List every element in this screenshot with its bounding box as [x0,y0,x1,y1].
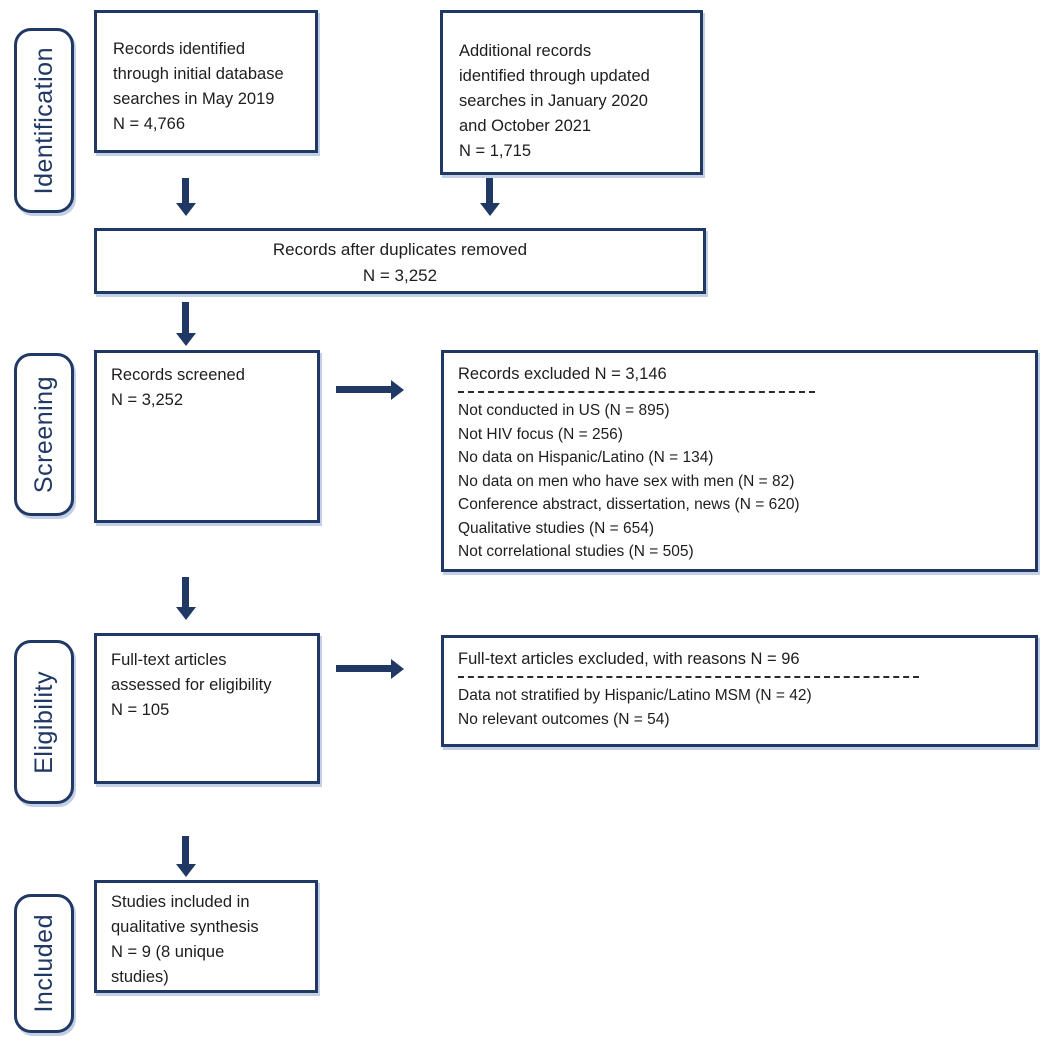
text-line: No data on Hispanic/Latino (N = 134) [458,449,714,466]
stage-label-included [14,894,74,1033]
arrow-shaft [336,386,391,393]
down-arrow-icon [175,577,196,620]
box-records-identified [94,10,318,153]
stage-label-eligibility [14,640,74,804]
down-arrow-icon [479,178,500,216]
text-line: qualitative synthesis [111,918,259,936]
text-line: Not correlational studies (N = 505) [458,543,694,560]
records-excluded-title: Records excluded N = 3,146 [458,365,667,383]
text-line: Additional records [459,42,592,60]
down-arrow-icon [175,302,196,346]
text-line: assessed for eligibility [111,676,272,694]
right-arrow-icon [336,658,404,679]
text-line: N = 105 [111,701,170,719]
stage-label-screening [14,353,74,516]
text-line: searches in January 2020 [459,92,648,110]
text-line: studies) [111,968,169,986]
text-line: N = 4,766 [113,115,186,133]
text-line: No data on men who have sex with men (N = 82) [458,472,795,490]
text-line: N = 3,252 [111,391,184,409]
box-records-excluded [441,350,1038,572]
arrow-head [176,333,196,346]
text-line: searches in May 2019 [113,90,275,108]
text-line: No relevant outcomes (N = 54) [458,710,670,728]
text-line: Records after duplicates removed [272,240,528,259]
arrow-head [176,607,196,620]
text-line: Records screened [111,366,245,384]
arrow-shaft [182,178,189,203]
arrow-shaft [486,178,493,203]
down-arrow-icon [175,836,196,877]
text-line: and October 2021 [459,117,592,135]
dashed-divider [458,391,815,393]
stage-label-text: Included [29,914,58,1013]
text-line: Data not stratified by Hispanic/Latino MSM (N = 42) [458,687,812,704]
box-records-screened [94,350,320,523]
stage-label-identification [14,28,74,213]
down-arrow-icon [175,178,196,216]
stage-label-text: Screening [29,375,58,494]
text-line: Full-text articles [111,651,227,669]
box-additional-records [440,10,703,175]
arrow-head [480,203,500,216]
arrow-shaft [182,577,189,607]
arrow-shaft [182,836,189,864]
text-line: Records identified [113,40,246,58]
box-fulltext-assessed [94,633,320,784]
arrow-head [391,659,404,679]
arrow-shaft [182,302,189,333]
text-line: N = 9 (8 unique [111,943,225,961]
text-line: through initial database [113,65,284,83]
text-line: N = 1,715 [459,142,532,160]
text-line: N = 3,252 [362,266,438,285]
text-line: Studies included in [111,893,250,911]
dashed-divider [458,676,919,678]
box-studies-included [94,880,318,993]
stage-label-text: Identification [29,46,58,195]
box-fulltext-excluded [441,635,1038,747]
text-line: Qualitative studies (N = 654) [458,519,654,537]
stage-label-text: Eligibility [29,670,58,774]
box-duplicates-removed [94,228,706,294]
arrow-head [176,203,196,216]
text-line: Not conducted in US (N = 895) [458,402,670,419]
arrow-head [391,380,404,400]
text-line: Not HIV focus (N = 256) [458,425,623,443]
records-excluded-reasons [458,399,1023,564]
fulltext-excluded-reasons [458,684,1023,731]
text-line: identified through updated [459,67,650,85]
right-arrow-icon [336,379,404,400]
arrow-head [176,864,196,877]
fulltext-excluded-title: Full-text articles excluded, with reasons N = 96 [458,650,800,668]
arrow-shaft [336,665,391,672]
text-line: Conference abstract, dissertation, news (N = 620) [458,496,800,513]
